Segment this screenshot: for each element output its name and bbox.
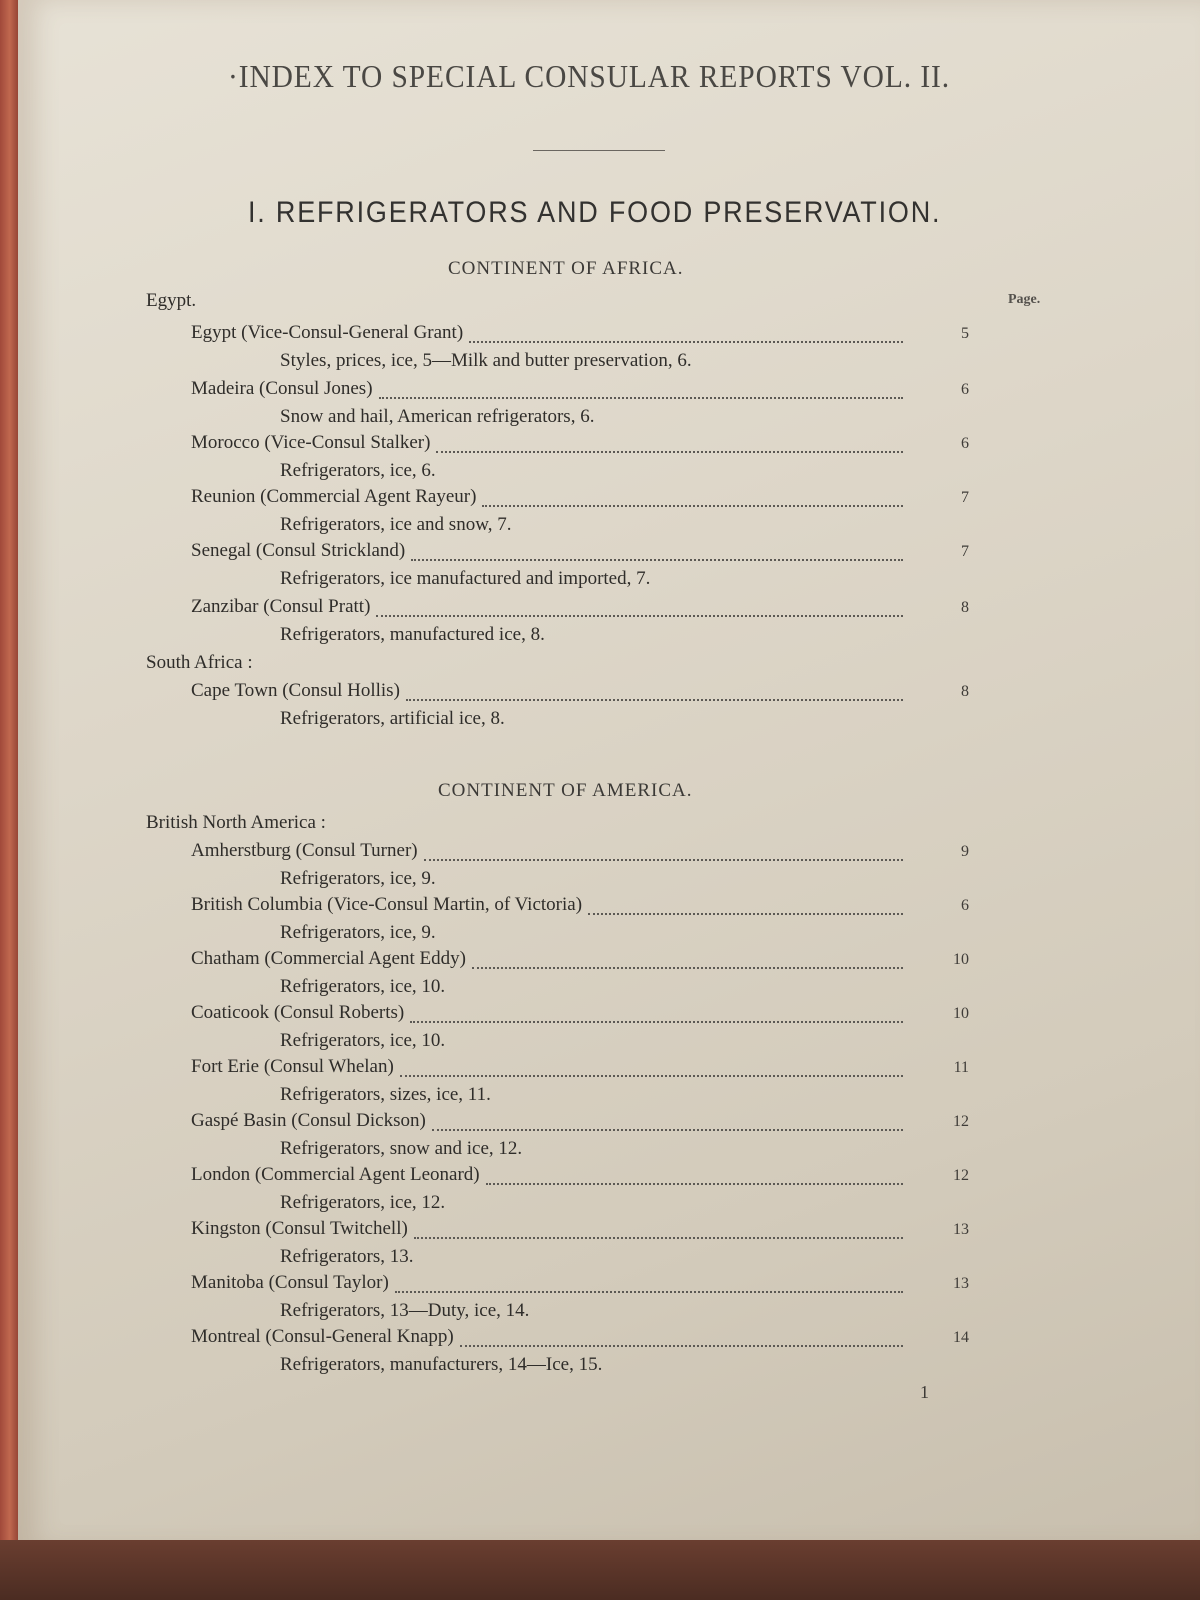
entry-description: Refrigerators, 13. [280,1246,414,1267]
index-entry [191,1110,969,1136]
dot-leader [410,1007,903,1023]
entry-page-number: 8 [961,683,969,700]
entry-place: Madeira (Consul Jones) [191,378,373,399]
entry-place: Gaspé Basin (Consul Dickson) [191,1110,426,1131]
section-title: I. REFRIGERATORS AND FOOD PRESERVATION. [248,196,942,229]
entry-place: London (Commercial Agent Leonard) [191,1164,480,1185]
entry-page-number: 12 [953,1113,969,1130]
index-entry [191,432,969,458]
entry-place: Reunion (Commercial Agent Rayeur) [191,486,477,507]
index-entry [191,1164,969,1190]
page-column-label: Page. [1008,292,1041,307]
entry-page-number: 8 [961,599,969,616]
entry-description: Refrigerators, manufacturers, 14—Ice, 15. [280,1354,603,1375]
entry-description: Refrigerators, 13—Duty, ice, 14. [280,1300,530,1321]
entry-page-number: 6 [961,897,969,914]
index-entry [191,948,969,974]
entry-description: Refrigerators, ice, 9. [280,922,436,943]
entry-place: Montreal (Consul-General Knapp) [191,1326,454,1347]
dot-leader [482,491,903,507]
entry-description: Styles, prices, ice, 5—Milk and butter preservation, 6. [280,350,692,371]
entry-page-number: 14 [953,1329,969,1346]
entry-page-number: 5 [961,325,969,342]
entry-page-number: 11 [953,1059,969,1076]
index-entry [191,1326,969,1352]
entry-place: Fort Erie (Consul Whelan) [191,1056,394,1077]
header-rule [533,150,665,151]
index-entry [191,840,969,866]
entry-place: Cape Town (Consul Hollis) [191,680,400,701]
index-entry [191,1002,969,1028]
index-entry [191,680,969,706]
dot-leader [486,1169,903,1185]
folio-page-number: 1 [920,1382,929,1402]
dot-leader [469,327,903,343]
book-page [18,0,1200,1548]
entry-page-number: 13 [953,1275,969,1292]
entry-description: Refrigerators, ice, 9. [280,868,436,889]
region-heading-south-africa: South Africa : [146,652,253,673]
entry-description: Refrigerators, ice, 12. [280,1192,446,1213]
entry-page-number: 10 [953,951,969,968]
region-heading-egypt: Egypt. [146,290,197,311]
dot-leader [379,383,903,399]
running-head: ·INDEX TO SPECIAL CONSULAR REPORTS VOL. II. [228,58,951,94]
entry-place: Manitoba (Consul Taylor) [191,1272,389,1293]
index-entry [191,322,969,348]
index-entry [191,1056,969,1082]
entry-description: Refrigerators, ice manufactured and imported, 7. [280,568,651,589]
dot-leader [432,1115,903,1131]
entry-place: Zanzibar (Consul Pratt) [191,596,371,617]
entry-description: Refrigerators, sizes, ice, 11. [280,1084,491,1105]
entry-description: Refrigerators, manufactured ice, 8. [280,624,545,645]
dot-leader [406,685,903,701]
dot-leader [424,845,903,861]
dot-leader [400,1061,903,1077]
entry-page-number: 6 [961,381,969,398]
entry-place: Chatham (Commercial Agent Eddy) [191,948,466,969]
index-entry [191,596,969,622]
entry-place: Amherstburg (Consul Turner) [191,840,418,861]
continent-heading-africa: CONTINENT OF AFRICA. [448,258,684,279]
index-entry [191,486,969,512]
entry-description: Refrigerators, ice, 6. [280,460,436,481]
entry-place: Coaticook (Consul Roberts) [191,1002,405,1023]
entry-page-number: 10 [953,1005,969,1022]
region-heading-british-north-america: British North America : [146,812,326,833]
dot-leader [436,437,903,453]
dot-leader [472,953,903,969]
entry-description: Refrigerators, snow and ice, 12. [280,1138,523,1159]
dot-leader [411,545,903,561]
entry-place: Kingston (Consul Twitchell) [191,1218,408,1239]
dot-leader [588,899,903,915]
entry-description: Snow and hail, American refrigerators, 6. [280,406,595,427]
entry-place: British Columbia (Vice-Consul Martin, of Victoria) [191,894,583,915]
entry-place: Senegal (Consul Strickland) [191,540,406,561]
index-entry [191,540,969,566]
page-bottom-edge [0,1540,1200,1600]
entry-page-number: 7 [961,489,969,506]
entry-page-number: 13 [953,1221,969,1238]
dot-leader [460,1331,903,1347]
entry-description: Refrigerators, ice, 10. [280,976,446,997]
index-entry [191,1272,969,1298]
entry-page-number: 7 [961,543,969,560]
entry-page-number: 12 [953,1167,969,1184]
entry-page-number: 6 [961,435,969,452]
entry-description: Refrigerators, artificial ice, 8. [280,708,505,729]
dot-leader [414,1223,903,1239]
continent-heading-america: CONTINENT OF AMERICA. [438,780,693,801]
index-entry [191,894,969,920]
index-entry [191,1218,969,1244]
entry-description: Refrigerators, ice and snow, 7. [280,514,512,535]
entry-page-number: 9 [961,843,969,860]
entry-place: Morocco (Vice-Consul Stalker) [191,432,431,453]
entry-description: Refrigerators, ice, 10. [280,1030,446,1051]
dot-leader [376,601,903,617]
entry-place: Egypt (Vice-Consul-General Grant) [191,322,464,343]
index-entry [191,378,969,404]
dot-leader [395,1277,903,1293]
